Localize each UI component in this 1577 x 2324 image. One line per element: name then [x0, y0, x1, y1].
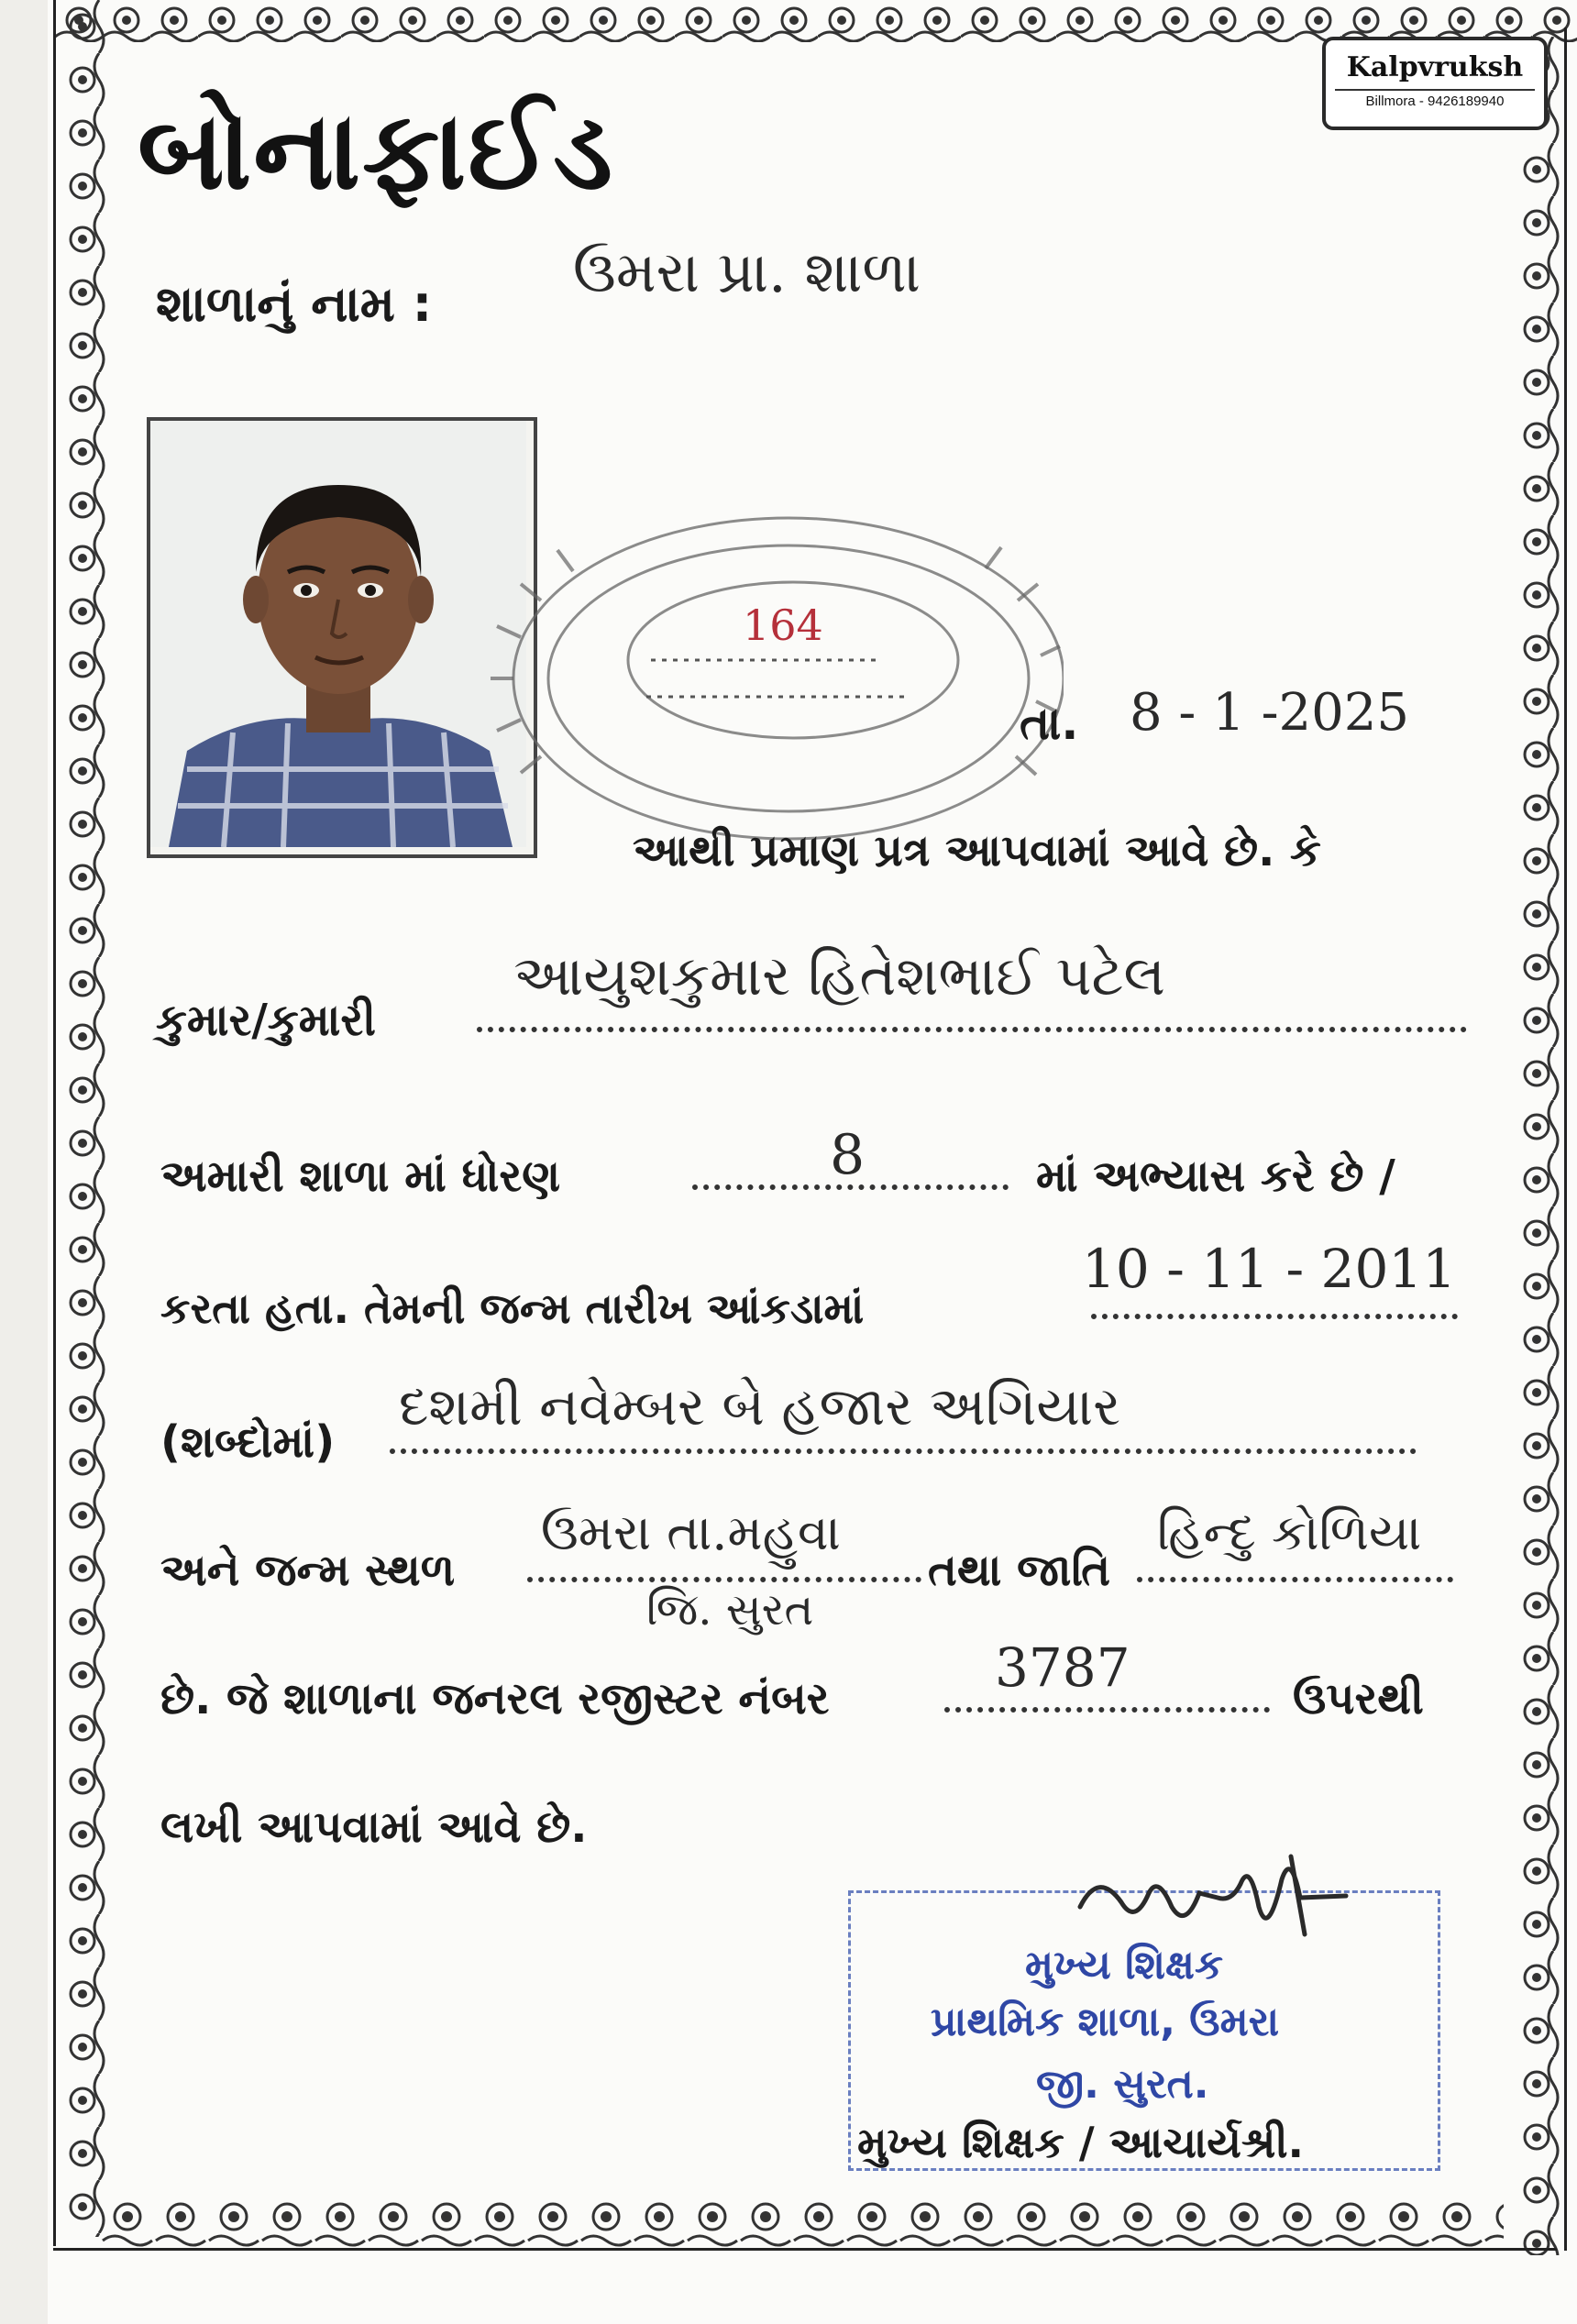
frame-line-left — [53, 0, 56, 2246]
stamp-line-district: જી. સુરત. — [1036, 2061, 1209, 2108]
school-name-label: શાળાનું નામ : — [156, 275, 433, 333]
register-suffix: ઉપરથી — [1293, 1673, 1424, 1724]
border-bottom-ornament — [101, 2193, 1504, 2248]
stamp-number: 164 — [743, 600, 823, 650]
standard-value: 8 — [830, 1123, 866, 1187]
border-right-ornament — [1511, 37, 1562, 2255]
caste-dotted-line — [1137, 1577, 1453, 1582]
standard-prefix: અમારી શાળા માં ધોરણ — [160, 1151, 561, 1202]
publisher-logo — [1322, 37, 1548, 130]
register-prefix: છે. જે શાળાના જનરલ રજીસ્ટર નંબર — [160, 1673, 830, 1724]
frame-line-right — [1564, 28, 1567, 2251]
birthplace-district: જિ. સુરત — [646, 1584, 814, 1636]
dob-prefix: કરતા હતા. તેમની જન્મ તારીખ આંકડામાં — [160, 1283, 865, 1333]
register-number-value: 3787 — [995, 1636, 1130, 1699]
frame-line-bottom — [53, 2248, 1557, 2251]
signatory-label: મુખ્ય શિક્ષક / આચાર્યશ્રી. — [857, 2118, 1305, 2167]
student-name-value: આયુશકુમાર હિતેશભાઈ પટેલ — [513, 944, 1165, 1008]
register-dotted-line — [944, 1707, 1270, 1713]
page-title: બોનાફાઈડ — [138, 87, 615, 214]
caste-label: તથા જાતિ — [928, 1545, 1111, 1596]
logo-name: Kalpvruksh — [1346, 51, 1524, 83]
birthplace-dotted-line — [527, 1577, 921, 1582]
dob-words-value: દશમી નવેમ્બર બે હજાર અગિયાર — [399, 1375, 1121, 1437]
name-label: કુમાર/કુમારી — [156, 995, 376, 1046]
stamp-line-designation: મુખ્ય શિક્ષક — [1025, 1942, 1224, 1988]
border-left-ornament — [57, 0, 108, 2237]
date-label: તા. — [1020, 697, 1079, 750]
principal-signature — [1071, 1843, 1355, 1953]
dob-words-dotted-line — [390, 1448, 1417, 1454]
dob-dotted-line — [1091, 1314, 1458, 1319]
closing-text: લખી આપવામાં આવે છે. — [160, 1801, 588, 1853]
birthplace-label: અને જન્મ સ્થળ — [160, 1545, 456, 1596]
birthplace-value: ઉમરા તા.મહુવા — [541, 1503, 841, 1561]
office-stamp — [477, 500, 1064, 848]
stamp-line-school: પ્રાથમિક શાળા, ઉમરા — [931, 1999, 1280, 2045]
logo-subtext: Billmora - 9426189940 — [1335, 89, 1535, 109]
standard-suffix: માં અભ્યાસ કરે છે / — [1036, 1151, 1395, 1202]
dob-digits-value: 10 - 11 - 2011 — [1082, 1238, 1457, 1300]
date-value: 8 - 1 -2025 — [1130, 683, 1410, 743]
dob-words-label: (શબ્દોમાં) — [160, 1416, 336, 1468]
name-dotted-line — [477, 1027, 1467, 1032]
intro-text: આથી પ્રમાણ પ્રત્ર આપવામાં આવે છે. કે — [633, 825, 1321, 876]
school-name-value: ઉમરા પ્રા. શાળા — [573, 238, 921, 305]
caste-value: હિન્દુ કોળિયા — [1157, 1503, 1422, 1561]
